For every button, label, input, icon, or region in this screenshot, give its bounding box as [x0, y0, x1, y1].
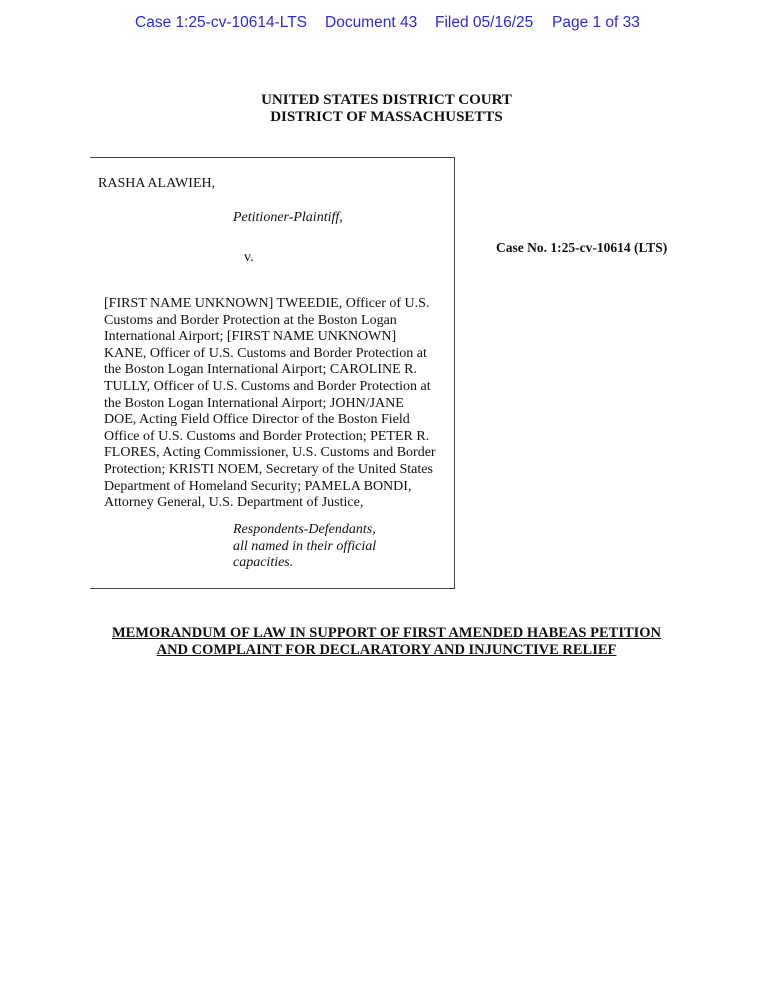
court-title	[0, 92, 773, 126]
defendants-line: [FIRST NAME UNKNOWN] TWEEDIE, Officer of U.S.	[104, 296, 430, 311]
ecf-page-count: Page 1 of 33	[552, 14, 640, 31]
defendants-role-line: all named in their official	[233, 538, 377, 554]
defendants-line: the Boston Logan International Airport; JOHN/JANE	[104, 395, 404, 411]
defendants-line: International Airport; [FIRST NAME UNKNOWN]	[104, 329, 397, 345]
defendants-role	[233, 522, 443, 572]
defendants-line: KANE, Officer of U.S. Customs and Border Protection at	[104, 345, 427, 361]
plaintiff-role: Petitioner-Plaintiff,	[233, 210, 343, 225]
memorandum-title-line: MEMORANDUM OF LAW IN SUPPORT OF FIRST AMENDED HABEAS PETITION	[111, 625, 662, 641]
memorandum-title-line: AND COMPLAINT FOR DECLARATORY AND INJUNCTIVE RELIEF	[156, 641, 617, 658]
ecf-filing-header	[0, 14, 773, 36]
ecf-document-number: Document 43	[325, 14, 418, 31]
memorandum-title	[0, 625, 773, 658]
defendants-line: DOE, Acting Field Office Director of the Boston Field	[104, 412, 410, 428]
defendants-role-line: capacities.	[233, 555, 294, 571]
defendants-list	[104, 296, 449, 512]
defendants-line: FLORES, Acting Commissioner, U.S. Customs and Border	[104, 445, 436, 461]
defendants-line: Customs and Border Protection at the Boston Logan	[104, 312, 397, 328]
versus-label: v.	[244, 250, 254, 265]
case-number: Case No. 1:25-cv-10614 (LTS)	[496, 240, 668, 255]
defendants-line: Protection; KRISTI NOEM, Secretary of the United States	[104, 461, 433, 477]
defendants-line: TULLY, Officer of U.S. Customs and Border Protection at	[104, 378, 431, 394]
court-name: UNITED STATES DISTRICT COURT	[261, 92, 512, 108]
ecf-filed-date: Filed 05/16/25	[435, 14, 534, 31]
defendants-role-line: Respondents-Defendants,	[233, 522, 376, 537]
court-district: DISTRICT OF MASSACHUSETTS	[270, 109, 503, 125]
ecf-case-number: Case 1:25-cv-10614-LTS	[135, 14, 308, 31]
defendants-line: the Boston Logan International Airport; CAROLINE R.	[104, 362, 418, 378]
defendants-line: Office of U.S. Customs and Border Protection; PETER R.	[104, 428, 430, 444]
defendants-line: Department of Homeland Security; PAMELA BONDI,	[104, 478, 412, 494]
plaintiff-name: RASHA ALAWIEH,	[98, 176, 216, 191]
defendants-line: Attorney General, U.S. Department of Justice,	[104, 495, 364, 511]
